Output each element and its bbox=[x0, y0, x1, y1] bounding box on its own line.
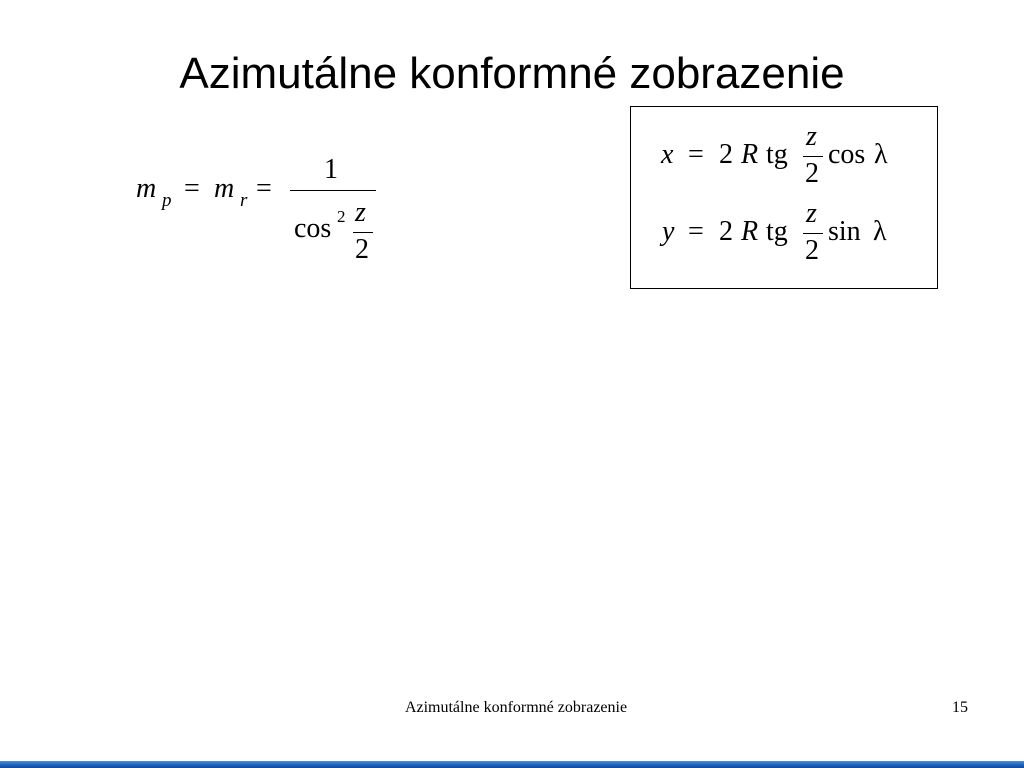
numerator-one: 1 bbox=[324, 154, 338, 185]
m-p-subscript: p bbox=[162, 190, 172, 211]
y-variable: y bbox=[662, 216, 675, 247]
y-frac-two: 2 bbox=[805, 235, 819, 266]
formula-box bbox=[630, 106, 938, 289]
x-frac-two: 2 bbox=[805, 158, 819, 189]
y-radius: R bbox=[741, 216, 759, 247]
y-sin: sin bbox=[828, 216, 861, 247]
x-frac-z: z bbox=[806, 121, 817, 152]
main-fraction-bar bbox=[290, 190, 376, 191]
y-equals: = bbox=[688, 216, 704, 247]
equals-sign-1: = bbox=[184, 173, 200, 204]
m-p-symbol: m bbox=[136, 173, 157, 204]
x-radius: R bbox=[741, 139, 759, 170]
x-tg: tg bbox=[766, 139, 788, 170]
inner-fraction-bar bbox=[353, 232, 373, 233]
x-lambda: λ bbox=[874, 139, 888, 170]
m-r-symbol: m bbox=[214, 173, 235, 204]
bottom-accent-bar bbox=[0, 761, 1024, 768]
x-coef: 2 bbox=[719, 139, 733, 170]
y-coef: 2 bbox=[719, 216, 733, 247]
inner-z: z bbox=[355, 197, 366, 228]
x-variable: x bbox=[661, 139, 674, 170]
x-equals: = bbox=[688, 139, 704, 170]
y-lambda: λ bbox=[873, 216, 887, 247]
page-number: 15 bbox=[952, 699, 968, 716]
cos-text: cos bbox=[294, 213, 332, 244]
slide-title: Azimutálne konformné zobrazenie bbox=[179, 49, 845, 98]
inner-two: 2 bbox=[355, 234, 369, 265]
footer-title: Azimutálne konformné zobrazenie bbox=[404, 699, 628, 716]
m-r-subscript: r bbox=[240, 190, 248, 211]
y-frac-z: z bbox=[806, 198, 817, 229]
x-cos: cos bbox=[828, 139, 866, 170]
y-frac-bar bbox=[803, 233, 823, 234]
y-tg: tg bbox=[766, 216, 788, 247]
cos-exponent: 2 bbox=[337, 207, 346, 226]
x-frac-bar bbox=[803, 156, 823, 157]
equals-sign-2: = bbox=[256, 173, 272, 204]
